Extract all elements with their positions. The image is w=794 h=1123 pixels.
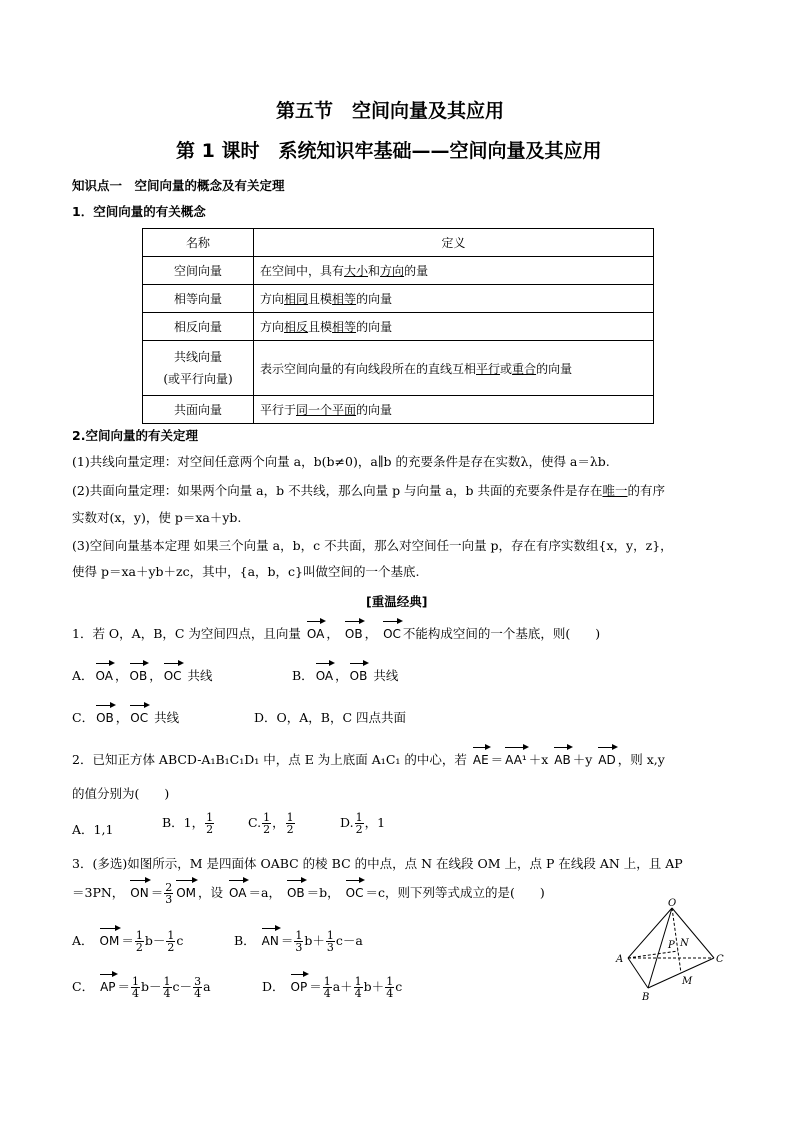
edge-AB: [628, 958, 648, 988]
q3-option-a[interactable]: A． OM ＝ $\frac{1}{2}$ b－ $\frac{1}{2}$ c: [72, 929, 184, 954]
q3-option-c[interactable]: C． AP ＝ $\frac{1}{4}$ b－ $\frac{1}{4}$ c－ $\frac{3}{4}$ a: [72, 975, 211, 1000]
q1-option-d[interactable]: D．O，A，B，C 四点共面: [254, 710, 407, 725]
label-O: O: [668, 898, 677, 909]
table-row: [143, 313, 654, 341]
q1-option-c[interactable]: C． OB ， OC 共线: [72, 710, 180, 725]
q3-option-b[interactable]: B． AN ＝ $\frac{1}{3}$ b＋ $\frac{1}{3}$ c－a: [234, 929, 363, 954]
table-cell-name: 相等向量: [143, 285, 254, 313]
segment-AN: [628, 951, 678, 958]
label-A: A: [616, 954, 624, 965]
theorems-heading: 2.空间向量的有关定理: [72, 428, 198, 443]
table-row: [143, 396, 654, 424]
edge-OA: [628, 908, 672, 958]
q2-stem-cont: 的值分别为( ): [72, 786, 170, 801]
label-P: P: [668, 940, 675, 951]
table-cell-def: 平行于同一个平面的向量: [254, 396, 654, 424]
review-heading: [重温经典]: [366, 594, 428, 609]
q3-stem: 3．(多选)如图所示，M 是四面体 OABC 的棱 BC 的中点，点 N 在线段 OM 上，点 P 在线段 AN 上，且 AP: [72, 856, 683, 871]
page-title: 第五节 空间向量及其应用: [276, 100, 505, 122]
basis-theorem: (3)空间向量基本定理 如果三个向量 a，b，c 不共面，那么对空间任一向量 p，存在有序实数组{x，y，z}，: [72, 538, 673, 553]
q1-option-a[interactable]: A． OA ， OB ， OC 共线: [72, 668, 213, 683]
table-header-cell: 定义: [254, 229, 654, 257]
label-M: M: [682, 976, 693, 987]
page-subtitle: 第 1 课时 系统知识牢基础——空间向量及其应用: [176, 140, 602, 162]
label-B: B: [642, 992, 650, 1003]
q3-option-d[interactable]: D． OP ＝ $\frac{1}{4}$ a＋ $\frac{1}{4}$ b＋ $\frac{1}{4}$ c: [262, 975, 403, 1000]
table-cell-name: 共线向量 (或平行向量): [143, 341, 254, 396]
vector-OB: OB: [344, 627, 363, 641]
table-cell-def: 在空间中，具有大小和方向的量: [254, 257, 654, 285]
table-header-cell: 名称: [143, 229, 254, 257]
q1-stem: 1．若 O，A，B，C 为空间四点，且向量 OA ， OB ， OC 不能构成空间的一个基底，则( ): [72, 626, 601, 641]
subsection-heading: 1．空间向量的有关概念: [72, 204, 206, 219]
table-row: [143, 285, 654, 313]
q2-stem: 2．已知正方体 ABCD-A₁B₁C₁D₁ 中，点 E 为上底面 A₁C₁ 的中心，若 AE ＝ AA¹ ＋x AB ＋y AD ，则 x,y: [72, 752, 665, 767]
q2-option-d[interactable]: D. $\frac{1}{2}$ ，1: [340, 811, 386, 836]
table-cell-def: 表示空间向量的有向线段所在的直线互相平行或重合的向量: [254, 341, 654, 396]
q1-option-b[interactable]: B． OA ， OB 共线: [292, 668, 399, 683]
coplanar-theorem-cont: 实数对(x，y)，使 p＝xa＋yb.: [72, 510, 242, 525]
q3-stem-cont: ＝3PN， ON ＝ $\frac{2}{3}$ OM ，设 OA ＝a， OB ＝b， OC ＝c，则下列等式成立的是( ): [72, 881, 545, 906]
label-N: N: [680, 938, 689, 949]
concept-table: [142, 228, 654, 424]
table-row: [143, 257, 654, 285]
table-cell-name: 共面向量: [143, 396, 254, 424]
section-heading: 知识点一 空间向量的概念及有关定理: [72, 178, 285, 193]
collinear-theorem: (1)共线向量定理：对空间任意两个向量 a，b(b≠0)，a∥b 的充要条件是存在实数λ，使得 a＝λb.: [72, 454, 610, 469]
q2-option-a[interactable]: A．1,1: [72, 822, 114, 837]
coplanar-theorem: (2)共面向量定理：如果两个向量 a，b 不共线，那么向量 p 与向量 a，b 共面的充要条件是存在唯一的有序: [72, 483, 665, 498]
table-cell-def: 方向相同且模相等的向量: [254, 285, 654, 313]
table-cell-name: 空间向量: [143, 257, 254, 285]
table-cell-name: 相反向量: [143, 313, 254, 341]
vector-OA: OA: [306, 627, 325, 641]
q2-option-c[interactable]: C. $\frac{1}{2}$ ， $\frac{1}{2}$: [248, 811, 294, 836]
q2-option-b[interactable]: B．1， $\frac{1}{2}$: [162, 811, 214, 836]
table-cell-def: 方向相反且模相等的向量: [254, 313, 654, 341]
label-C: C: [716, 954, 724, 965]
tetrahedron-figure: [614, 896, 738, 1004]
table-header-row: [143, 229, 654, 257]
table-row: [143, 341, 654, 396]
vector-OC: OC: [383, 627, 401, 641]
basis-theorem-cont: 使得 p＝xa＋yb＋zc，其中，{a，b，c}叫做空间的一个基底.: [72, 564, 420, 579]
